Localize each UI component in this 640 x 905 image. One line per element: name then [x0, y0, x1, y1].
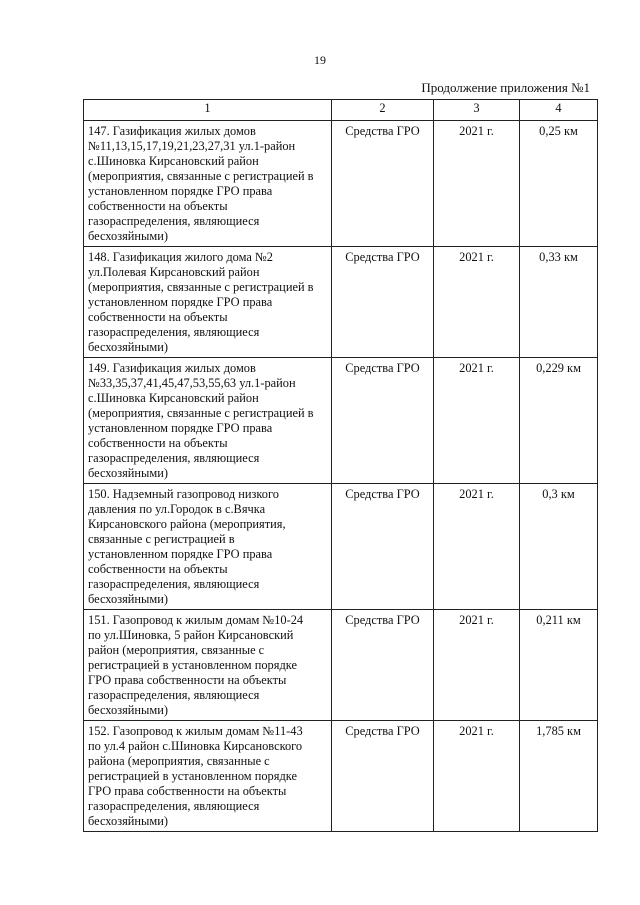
row-length: 0,33 км — [520, 247, 598, 358]
row-description — [84, 484, 332, 610]
description-line: ул.Полевая Кирсановский район — [88, 265, 260, 279]
row-year: 2021 г. — [434, 121, 520, 247]
description-line: регистрацией в установленном порядке — [88, 658, 297, 672]
row-funding-source: Средства ГРО — [332, 121, 434, 247]
description-line: 147. Газификация жилых домов — [88, 124, 256, 138]
description-line: газораспределения, являющиеся — [88, 214, 260, 228]
description-line: Кирсановского района (мероприятия, — [88, 517, 286, 531]
row-funding-source: Средства ГРО — [332, 721, 434, 832]
description-line: 148. Газификация жилого дома №2 — [88, 250, 273, 264]
description-line: газораспределения, являющиеся — [88, 325, 260, 339]
row-length: 0,229 км — [520, 358, 598, 484]
row-description — [84, 247, 332, 358]
row-funding-source: Средства ГРО — [332, 358, 434, 484]
description-line: района (мероприятия, связанные с — [88, 754, 270, 768]
description-line: бесхозяйными) — [88, 814, 168, 828]
row-funding-source: Средства ГРО — [332, 610, 434, 721]
row-year: 2021 г. — [434, 247, 520, 358]
description-line: 149. Газификация жилых домов — [88, 361, 256, 375]
row-description — [84, 358, 332, 484]
table-row — [84, 358, 598, 484]
page-number: 19 — [314, 53, 326, 67]
description-line: по ул.4 район с.Шиновка Кирсановского — [88, 739, 303, 753]
header-col-2: 2 — [332, 100, 434, 121]
header-col-3: 3 — [434, 100, 520, 121]
description-line: давления по ул.Городок в с.Вячка — [88, 502, 266, 516]
row-year: 2021 г. — [434, 610, 520, 721]
table-row — [84, 484, 598, 610]
table-row — [84, 721, 598, 832]
table-row — [84, 121, 598, 247]
description-line: собственности на объекты — [88, 310, 228, 324]
description-line: собственности на объекты — [88, 199, 228, 213]
description-line: установленном порядке ГРО права — [88, 547, 273, 561]
description-line: газораспределения, являющиеся — [88, 799, 260, 813]
description-line: регистрацией в установленном порядке — [88, 769, 297, 783]
row-length: 0,211 км — [520, 610, 598, 721]
row-year: 2021 г. — [434, 721, 520, 832]
description-line: 151. Газопровод к жилым домам №10-24 — [88, 613, 304, 627]
description-line: газораспределения, являющиеся — [88, 451, 260, 465]
appendix-table — [83, 99, 598, 832]
description-line: установленном порядке ГРО права — [88, 421, 273, 435]
description-line: газораспределения, являющиеся — [88, 577, 260, 591]
description-line: №11,13,15,17,19,21,23,27,31 ул.1-район — [88, 139, 296, 153]
description-line: 152. Газопровод к жилым домам №11-43 — [88, 724, 303, 738]
row-funding-source: Средства ГРО — [332, 247, 434, 358]
row-length: 0,3 км — [520, 484, 598, 610]
description-line: бесхозяйными) — [88, 229, 168, 243]
description-line: район (мероприятия, связанные с — [88, 643, 265, 657]
header-col-4: 4 — [520, 100, 598, 121]
row-length: 0,25 км — [520, 121, 598, 247]
description-line: ГРО права собственности на объекты — [88, 673, 287, 687]
description-line: 150. Надземный газопровод низкого — [88, 487, 279, 501]
description-line: (мероприятия, связанные с регистрацией в — [88, 280, 314, 294]
row-funding-source: Средства ГРО — [332, 484, 434, 610]
description-line: (мероприятия, связанные с регистрацией в — [88, 406, 314, 420]
description-line: бесхозяйными) — [88, 592, 168, 606]
table-body — [84, 121, 598, 832]
row-description — [84, 121, 332, 247]
row-year: 2021 г. — [434, 358, 520, 484]
description-line: с.Шиновка Кирсановский район — [88, 391, 259, 405]
description-line: ГРО права собственности на объекты — [88, 784, 287, 798]
description-line: собственности на объекты — [88, 436, 228, 450]
row-description — [84, 721, 332, 832]
description-line: бесхозяйными) — [88, 340, 168, 354]
description-line: бесхозяйными) — [88, 466, 168, 480]
row-length: 1,785 км — [520, 721, 598, 832]
description-line: (мероприятия, связанные с регистрацией в — [88, 169, 314, 183]
table-row — [84, 610, 598, 721]
table-row — [84, 247, 598, 358]
description-line: газораспределения, являющиеся — [88, 688, 260, 702]
description-line: по ул.Шиновка, 5 район Кирсановский — [88, 628, 294, 642]
description-line: №33,35,37,41,45,47,53,55,63 ул.1-район — [88, 376, 296, 390]
description-line: с.Шиновка Кирсановский район — [88, 154, 259, 168]
row-year: 2021 г. — [434, 484, 520, 610]
row-description — [84, 610, 332, 721]
description-line: установленном порядке ГРО права — [88, 295, 273, 309]
continuation-label: Продолжение приложения №1 — [421, 80, 590, 95]
description-line: установленном порядке ГРО права — [88, 184, 273, 198]
description-line: связанные с регистрацией в — [88, 532, 235, 546]
header-col-1: 1 — [84, 100, 332, 121]
description-line: собственности на объекты — [88, 562, 228, 576]
header-row — [84, 100, 598, 121]
description-line: бесхозяйными) — [88, 703, 168, 717]
